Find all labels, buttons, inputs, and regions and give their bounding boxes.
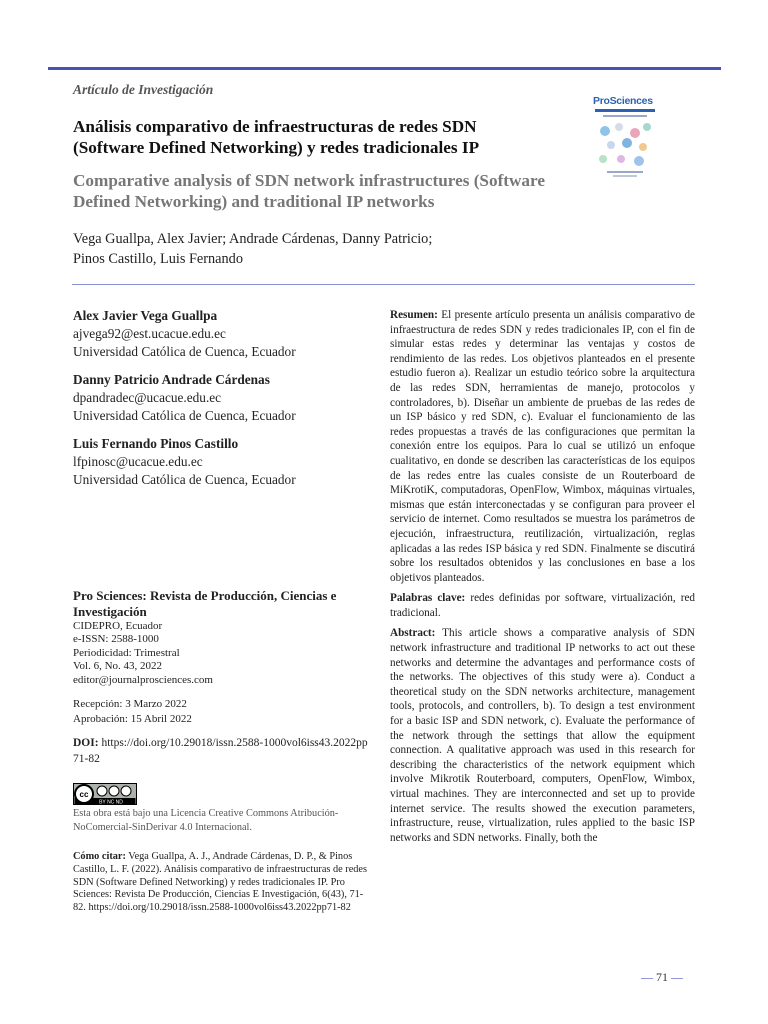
authors-line-1: Vega Guallpa, Alex Javier; Andrade Cárdenas, Danny Patricio; — [73, 231, 433, 247]
page-number — [641, 970, 683, 985]
title-spanish: Análisis comparativo de infraestructuras de redes SDN (Software Defined Networking) y redes tradicionales IP — [73, 117, 480, 157]
affiliation-block — [73, 307, 373, 361]
citation-block — [73, 851, 373, 915]
keywords-text: redes definidas por software, virtualización, red tradicional. — [390, 592, 696, 619]
affiliations — [73, 307, 373, 499]
affiliation-block — [73, 435, 373, 489]
journal-email[interactable]: editor@journalprosciences.com — [73, 673, 213, 686]
journal-title: Pro Sciences: Revista de Producción, Ciencias e Investigación — [73, 588, 337, 619]
citation-label: Cómo citar: — [73, 851, 126, 862]
title-english: Comparative analysis of SDN network infrastructures (Software Defined Networking) and traditional IP networks — [73, 171, 545, 211]
author-email[interactable]: ajvega92@est.ucacue.edu.ec — [73, 326, 226, 341]
logo-text: ProSciences — [593, 95, 653, 107]
abstract-es-text: El presente artículo presenta un análisis comparativo de infraestructura de redes SDN y redes tradicionales IP, con el fin de simular estas redes y determinar las ventajas y costos de rendimiento de las redes. Los objetivos planteados en el presente estudio fueron a). Realizar un estudio teórico sobre la arquitectura de las redes SDN, herramientas de manejo, protocolos y controladores, b). Diseñar un ambiente de pruebas de las redes de un ISP básico y red SDN, c). Evaluar el funcionamiento de las redes propuestas a través de las configuraciones que permitan la conexión entre los equipos. Para lo cual se utilizó un enfoque cualitativo, en donde se describen las características de los equipos de las redes entre las cuales consiste de un Routerboard de MiKrotiK, computadoras, OpenFlow, Wimbox, máquinas virtuales, mismas que están interconectadas y se configuran para proveer el servicio de internet. Como resultados se muestra los parámetros de ejecución, infraestructura, reutilización, virtualización, reglas aplicadas a las redes ISP básica y red SDN. Finalmente se discutirá sobre los resultados obtenidos y las conclusiones en base a los objetivos planteados. — [390, 309, 696, 584]
cover-graphic-icon — [593, 107, 657, 179]
doi-block — [73, 736, 373, 767]
page-number-value: 71 — [656, 970, 668, 984]
top-rule — [48, 67, 721, 70]
journal-cover-logo — [593, 95, 657, 181]
page-dash-left: — — [641, 970, 653, 984]
journal-info — [73, 588, 373, 687]
abstract-en-text: This article shows a comparative analysis of SDN network infrastructure and traditional IP networks to act out these networks and determine the advantages and performance costs of the networks. The objectives of this study were a). Conduct a theoretical study on the SDN networks architecture, management tools, protocols, and controllers, b). To design a test environment for a basic ISP and SDN network, c). Evaluate the performance of the network through the settings that allow the equipment connection. A qualitative approach was used in this research for describing the characteristics of the network equipment which involve Mikrotik Routerboard, computers, OpenFlow, Wimbox, virtual machines. They are interconnected and set up to provide internet service. The results showed the execution parameters, infrastructure, reuse, virtualization, rules applied to the basic ISP networks and SDN networks. Finally, both the — [390, 627, 695, 844]
author-name: Danny Patricio Andrade Cárdenas — [73, 372, 270, 387]
abstract-column — [390, 308, 695, 851]
svg-text:BY NC ND: BY NC ND — [99, 799, 123, 805]
journal-issn: e-ISSN: 2588-1000 — [73, 633, 159, 646]
abstract-english — [390, 626, 695, 845]
journal-periodicity: Periodicidad: Trimestral — [73, 646, 180, 659]
author-email[interactable]: lfpinosc@ucacue.edu.ec — [73, 454, 203, 469]
article-dates — [73, 697, 373, 727]
doi-link[interactable]: https://doi.org/10.29018/issn.2588-1000vol6iss43.2022pp71-82 — [73, 737, 368, 765]
received-date: Recepción: 3 Marzo 2022 — [73, 698, 187, 710]
page-dash-right: — — [671, 970, 683, 984]
doi-label: DOI: — [73, 737, 99, 749]
license-text: Esta obra está bajo una Licencia Creative Commons Atribución-NoComercial-SinDerivar 4.0 Internacional. — [73, 808, 339, 833]
journal-volume: Vol. 6, No. 43, 2022 — [73, 660, 163, 673]
author-list — [73, 230, 493, 269]
section-rule — [72, 284, 695, 285]
author-name: Alex Javier Vega Guallpa — [73, 308, 218, 323]
article-type: Artículo de Investigación — [73, 82, 214, 97]
abstract-en-label: Abstract: — [390, 627, 436, 640]
journal-publisher: CIDEPRO, Ecuador — [73, 620, 163, 632]
author-name: Luis Fernando Pinos Castillo — [73, 436, 239, 451]
affiliation-block — [73, 371, 373, 425]
author-email[interactable]: dpandradec@ucacue.edu.ec — [73, 390, 222, 405]
author-institution: Universidad Católica de Cuenca, Ecuador — [73, 408, 296, 423]
abstract-spanish — [390, 308, 695, 585]
author-institution: Universidad Católica de Cuenca, Ecuador — [73, 344, 296, 359]
svg-text:cc: cc — [79, 790, 89, 799]
approved-date: Aprobación: 15 Abril 2022 — [73, 713, 192, 725]
author-institution: Universidad Católica de Cuenca, Ecuador — [73, 472, 296, 487]
creative-commons-icon[interactable] — [73, 783, 137, 805]
keywords — [390, 591, 695, 620]
citation-text: Vega Guallpa, A. J., Andrade Cárdenas, D. P., & Pinos Castillo, L. F. (2022). Análisis comparativo de infraestructuras de redes SDN (Software Defined Networking) y redes tradicionales IP. Pro Sciences: Revista De Producción, Ciencias E Investigación, 6(43), 71-82. https://doi.org/10.29018/issn.2588-1000vol6iss43.2022pp71-82 — [73, 851, 367, 914]
authors-line-2: Pinos Castillo, Luis Fernando — [73, 250, 243, 267]
keywords-label: Palabras clave: — [390, 592, 466, 605]
abstract-es-label: Resumen: — [390, 309, 438, 321]
